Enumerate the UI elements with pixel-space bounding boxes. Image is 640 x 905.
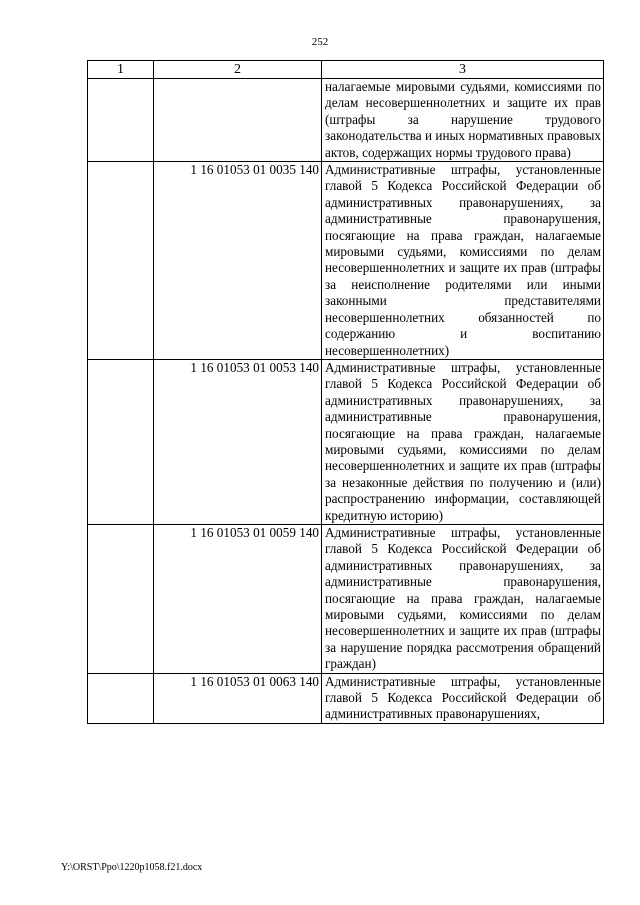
row-number-cell — [88, 524, 154, 673]
budget-code-cell: 1 16 01053 01 0035 140 — [154, 162, 322, 360]
description-cell: Административные штрафы, установленные главой 5 Кодекса Российской Федерации об административных правонарушениях, — [322, 673, 604, 723]
budget-code-cell: 1 16 01053 01 0059 140 — [154, 524, 322, 673]
page-number: 252 — [311, 36, 329, 48]
column-header-1: 1 — [88, 61, 154, 79]
table-row — [88, 359, 604, 524]
description-cell: Административные штрафы, установленные главой 5 Кодекса Российской Федерации об административных правонарушениях, за административные правонарушения, посягающие на права граждан, налагаемые мировыми судьями, комиссиями по делам несовершеннолетних и защите их прав (штрафы за неисполнение родителями или иными законными представителями несовершеннолетних обязанностей по содержанию и воспитанию несовершеннолетних) — [322, 162, 604, 360]
table-row — [88, 162, 604, 360]
column-header-3: 3 — [322, 61, 604, 79]
description-cell: налагаемые мировыми судьями, комиссиями по делам несовершеннолетних и защите их прав (штрафы за нарушение трудового законодательства и иных нормативных правовых актов, содержащих нормы трудового права) — [322, 79, 604, 162]
column-header-2: 2 — [154, 61, 322, 79]
row-number-cell — [88, 359, 154, 524]
budget-code-cell — [154, 79, 322, 162]
table-row — [88, 79, 604, 162]
table-row — [88, 673, 604, 723]
description-cell: Административные штрафы, установленные главой 5 Кодекса Российской Федерации об административных правонарушениях, за административные правонарушения, посягающие на права граждан, налагаемые мировыми судьями, комиссиями по делам несовершеннолетних и защите их прав (штрафы за незаконные действия по получению и (или) распространению информации, составляющей кредитную историю) — [322, 359, 604, 524]
budget-code-cell: 1 16 01053 01 0053 140 — [154, 359, 322, 524]
row-number-cell — [88, 673, 154, 723]
row-number-cell — [88, 79, 154, 162]
row-number-cell — [88, 162, 154, 360]
budget-code-cell: 1 16 01053 01 0063 140 — [154, 673, 322, 723]
description-cell: Административные штрафы, установленные главой 5 Кодекса Российской Федерации об административных правонарушениях, за административные правонарушения, посягающие на права граждан, налагаемые мировыми судьями, комиссиями по делам несовершеннолетних и защите их прав (штрафы за нарушение порядка рассмотрения обращений граждан) — [322, 524, 604, 673]
table-header-row — [88, 61, 604, 79]
table-row — [88, 524, 604, 673]
budget-codes-table — [87, 60, 604, 724]
footer-file-path: Y:\ORST\Ppo\1220p1058.f21.docx — [61, 862, 203, 873]
